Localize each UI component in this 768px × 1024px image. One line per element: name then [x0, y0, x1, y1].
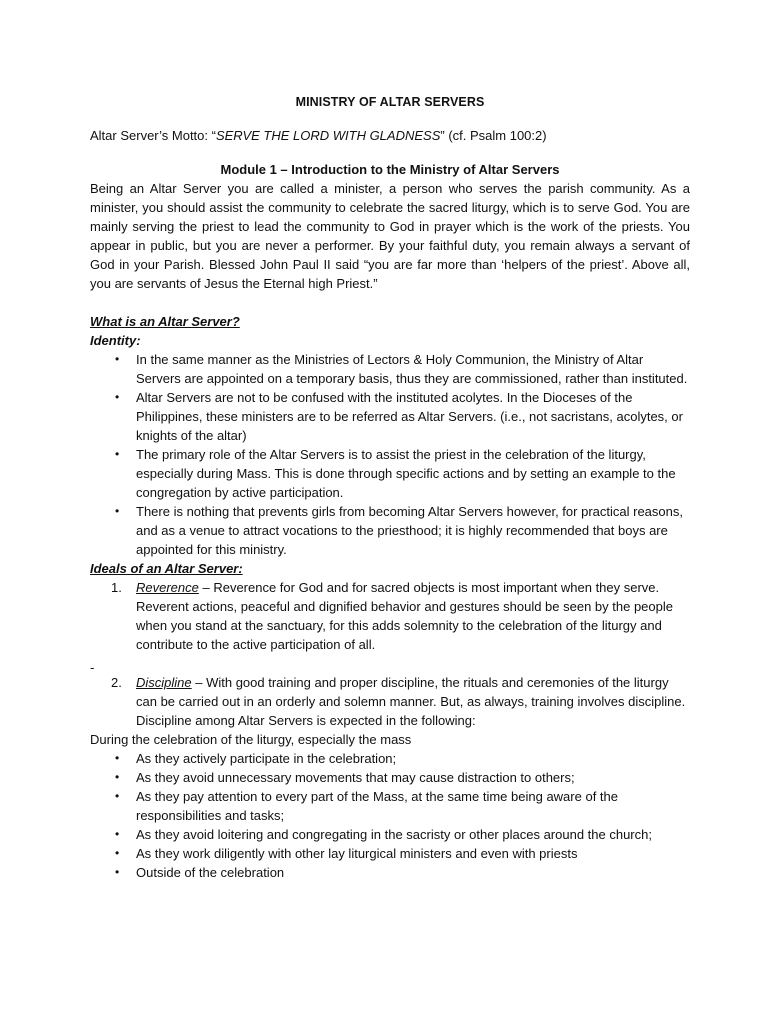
ideal-term: Reverence: [136, 580, 199, 595]
motto-prefix: Altar Server’s Motto: “: [90, 128, 216, 143]
bullet-marker: •: [115, 770, 120, 784]
ideal-number: 2.: [111, 675, 122, 690]
ideal-text: – Reverence for God and for sacred objects is most important when they serve. Reverent actions, peaceful and dignified behavior and gestures should be seen by the people when you stand at the sanctuary, for this adds solemnity to the celebration of the liturgy and contribute to the active participation of all.: [136, 580, 673, 652]
ideals-heading: Ideals of an Altar Server:: [90, 561, 243, 576]
during-line: During the celebration of the liturgy, especially the mass: [90, 732, 412, 747]
spacer: [90, 293, 690, 312]
ideals-list: [90, 578, 690, 654]
bullet-marker: •: [115, 789, 120, 803]
bullet-marker: •: [115, 846, 120, 860]
list-item: [90, 749, 690, 768]
list-item: [90, 863, 690, 882]
ideal-number: 1.: [111, 580, 122, 595]
list-item-text: As they actively participate in the celebration;: [136, 751, 397, 766]
list-item-text: The primary role of the Altar Servers is to assist the priest in the celebration of the liturgy, especially during Mass. This is done through specific actions and by setting an example to the congregation by active participation.: [136, 447, 676, 500]
list-item: [90, 787, 690, 825]
ideal-item-discipline: [90, 673, 690, 730]
list-item: [90, 388, 690, 445]
document-title: MINISTRY OF ALTAR SERVERS: [295, 95, 485, 109]
list-item: [90, 844, 690, 863]
bullet-marker: •: [115, 827, 120, 841]
list-item: [90, 445, 690, 502]
list-item-text: In the same manner as the Ministries of Lectors & Holy Communion, the Ministry of Altar Servers are appointed on a temporary basis, thus they are commissioned, rather than instituted.: [136, 352, 688, 386]
identity-list: [90, 350, 690, 559]
ideal-term: Discipline: [136, 675, 192, 690]
ideals-list-continued: [90, 673, 690, 730]
what-heading: What is an Altar Server?: [90, 314, 240, 329]
list-item: [90, 825, 690, 844]
list-item: [90, 502, 690, 559]
list-item-text: Outside of the celebration: [136, 865, 285, 880]
ideal-text: – With good training and proper discipline, the rituals and ceremonies of the liturgy can be carried out in an orderly and solemn manner. But, as always, training involves discipline. Discipline among Altar Servers is expected in the following:: [136, 675, 686, 728]
bullet-marker: •: [115, 352, 120, 366]
bullet-marker: •: [115, 447, 120, 461]
bullet-marker: •: [115, 865, 120, 879]
list-item-text: As they work diligently with other lay liturgical ministers and even with priests: [136, 846, 578, 861]
list-item-text: As they avoid unnecessary movements that may cause distraction to others;: [136, 770, 575, 785]
identity-heading: Identity:: [90, 333, 141, 348]
list-item-text: Altar Servers are not to be confused with the instituted acolytes. In the Dioceses of the Philippines, these ministers are to be referred as Altar Servers. (i.e., not sacristans, acolytes, or knights of the altar): [136, 390, 683, 443]
motto-quote: SERVE THE LORD WITH GLADNESS: [215, 128, 441, 143]
list-item-text: There is nothing that prevents girls from becoming Altar Servers however, for practical reasons, and as a venue to attract vocations to the priesthood; it is highly recommended that boys are appointed for this ministry.: [136, 504, 683, 557]
list-item: [90, 350, 690, 388]
ideal-item-reverence: [90, 578, 690, 654]
bullet-marker: •: [115, 390, 120, 404]
motto-line: [90, 126, 690, 145]
list-item-text: As they avoid loitering and congregating in the sacristy or other places around the church;: [136, 827, 652, 842]
bullet-marker: •: [115, 504, 120, 518]
dash-mark: -: [90, 660, 95, 675]
motto-suffix: ” (cf. Psalm 100:2): [440, 128, 547, 143]
list-item-text: As they pay attention to every part of the Mass, at the same time being aware of the responsibilities and tasks;: [136, 789, 618, 823]
during-list: [90, 749, 690, 882]
bullet-marker: •: [115, 751, 120, 765]
intro-paragraph: Being an Altar Server you are called a minister, a person who serves the parish community. As a minister, you should assist the community to celebrate the sacred liturgy, which is to serve God. You are mainly serving the priest to lead the community to God in prayer which is the work of the priests. You appear in public, but you are never a performer. By your faithful duty, you remain always a servant of God in your Parish. Blessed John Paul II said “you are far more than ‘helpers of the priest’. Above all, you are servants of Jesus the Eternal high Priest.”: [90, 181, 690, 291]
module-title: Module 1 – Introduction to the Ministry of Altar Servers: [220, 162, 560, 177]
list-item: [90, 768, 690, 787]
